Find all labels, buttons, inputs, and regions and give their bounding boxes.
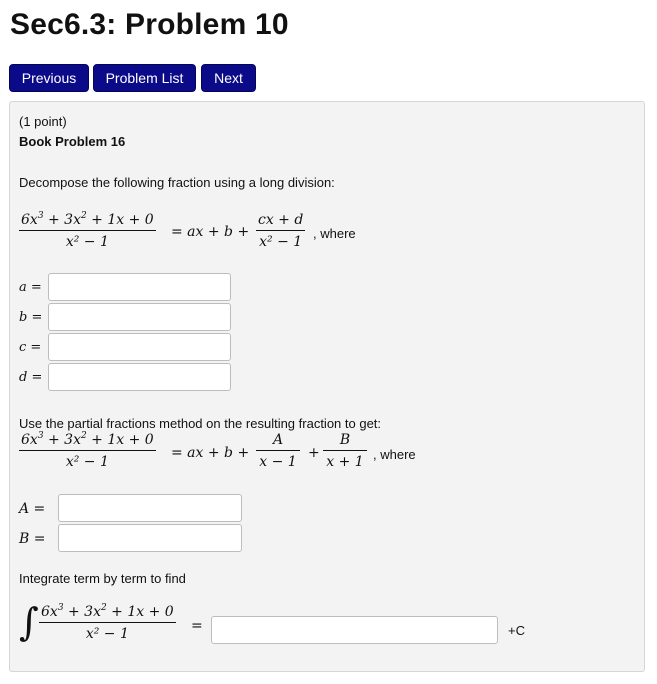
fraction-B-numerator: B xyxy=(323,432,367,451)
fraction-main-1-numerator: $6x^3 + 3x^2 + 1x + 0$ xyxy=(19,212,156,231)
c-input[interactable] xyxy=(48,333,231,361)
book-problem-label: Book Problem 16 xyxy=(19,134,126,149)
a-label: a = xyxy=(19,280,42,295)
integral-sign-icon: ∫ xyxy=(19,600,39,644)
A-label: A = xyxy=(19,501,46,517)
where-label-1: , where xyxy=(313,226,356,241)
fraction-remainder xyxy=(256,212,305,250)
b-input[interactable] xyxy=(48,303,231,331)
fraction-main-1 xyxy=(19,212,156,250)
problem-list-button[interactable]: Problem List xyxy=(93,64,196,92)
fraction-A xyxy=(256,432,300,470)
points-label: (1 point) xyxy=(19,114,67,129)
fraction-main-1-denominator: x² − 1 xyxy=(65,234,109,250)
equation-2-plus: + xyxy=(308,445,320,461)
plus-c-label: +C xyxy=(508,623,525,638)
equation-1-middle: = ax + b + xyxy=(171,224,250,240)
previous-button[interactable]: Previous xyxy=(9,64,89,92)
where-label-2: , where xyxy=(373,447,416,462)
fraction-A-denominator: x − 1 xyxy=(259,454,297,470)
b-label: b = xyxy=(19,310,43,325)
fraction-remainder-denominator: x² − 1 xyxy=(259,234,303,250)
d-input[interactable] xyxy=(48,363,231,391)
integral-input[interactable] xyxy=(211,616,498,644)
fraction-main-2-numerator: $6x^3 + 3x^2 + 1x + 0$ xyxy=(19,432,156,451)
a-input[interactable] xyxy=(48,273,231,301)
fraction-integrand xyxy=(39,604,176,642)
instruction-partial-fractions: Use the partial fractions method on the resulting fraction to get: xyxy=(19,416,382,431)
fraction-integrand-denominator: x² − 1 xyxy=(85,626,129,642)
fraction-remainder-numerator: cx + d xyxy=(256,212,305,231)
B-label: B = xyxy=(19,531,46,547)
page-title: Sec6.3: Problem 10 xyxy=(10,8,289,41)
A-input[interactable] xyxy=(58,494,242,522)
fraction-A-numerator: A xyxy=(256,432,300,451)
next-button[interactable]: Next xyxy=(201,64,256,92)
instruction-long-division: Decompose the following fraction using a long division: xyxy=(19,175,335,190)
d-label: d = xyxy=(19,370,43,385)
fraction-B-denominator: x + 1 xyxy=(326,454,364,470)
fraction-main-2-denominator: x² − 1 xyxy=(65,454,109,470)
instruction-integrate: Integrate term by term to find xyxy=(19,571,186,586)
problem-panel xyxy=(9,101,645,672)
equation-2-middle: = ax + b + xyxy=(171,445,250,461)
fraction-integrand-numerator: $6x^3 + 3x^2 + 1x + 0$ xyxy=(39,604,176,623)
integral-equals: = xyxy=(191,618,203,634)
fraction-main-2 xyxy=(19,432,156,470)
fraction-B xyxy=(323,432,367,470)
c-label: c = xyxy=(19,340,42,355)
B-input[interactable] xyxy=(58,524,242,552)
